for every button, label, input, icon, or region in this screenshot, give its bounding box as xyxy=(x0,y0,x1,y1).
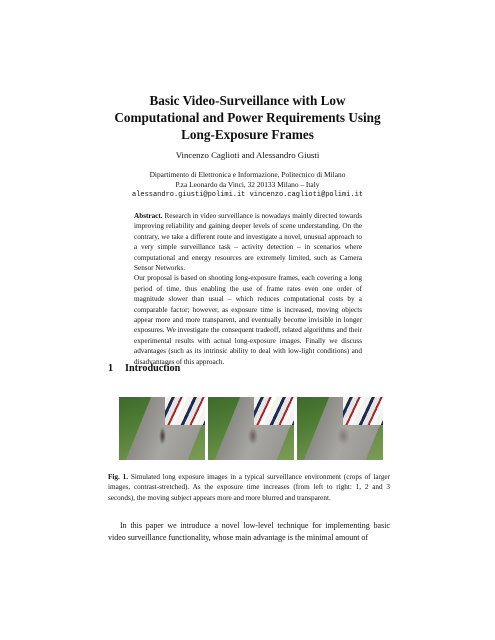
affiliation-emails: alessandro.giusti@polimi.it vincenzo.caglioti@polimi.it xyxy=(131,191,364,199)
abstract xyxy=(134,211,362,367)
body-paragraph xyxy=(108,520,390,543)
body-text: In this paper we introduce a novel low-level technique for implementing basic video surveillance functionality, whose main advantage is the minimal amount of xyxy=(108,521,390,542)
title-line-1: Basic Video-Surveillance with Low xyxy=(149,93,346,108)
figure-label: Fig. 1. xyxy=(108,473,128,481)
paper-title xyxy=(60,92,435,143)
section-heading xyxy=(108,363,180,374)
section-number: 1 xyxy=(108,363,114,374)
abstract-paragraph-2: Our proposal is based on shooting long-exposure frames, each covering a long period of time, thus enabling the use of frame rates even one order of magnitude slower than usual – which reduces computational costs by a comparable factor; however, as exposure time is increased, moving objects appear more and more transparent, and eventually become invisible in longer exposures. We investigate the consequent tradeoff, related algorithms and their experimental results with actual long-exposure images. Finally we discuss advantages (such as its intrinsic ability to deal with low-light conditions) and disadvantages of this approach. xyxy=(134,274,362,366)
authors: Vincenzo Caglioti and Alessandro Giusti xyxy=(175,150,320,160)
section-title: Introduction xyxy=(125,363,181,374)
affiliation-address: P.za Leonardo da Vinci, 32 20133 Milano – Italy xyxy=(175,180,320,189)
exposure-image-2s xyxy=(208,397,294,460)
exposure-image-1s xyxy=(119,397,205,460)
affiliation-department: Dipartimento di Elettronica e Informazione, Politecnico di Milano xyxy=(149,170,346,179)
figure-1-images xyxy=(119,397,383,460)
title-line-3: Long-Exposure Frames xyxy=(181,127,314,142)
title-line-2: Computational and Power Requirements Using xyxy=(114,110,381,125)
abstract-label: Abstract. xyxy=(134,212,163,220)
figure-caption-text: Simulated long exposure images in a typical surveillance environment (crops of larger images, contrast-stretched). As the exposure time increases (from left to right: 1, 2 and 3 seconds), the moving subject appears more and more blurred and transparent. xyxy=(108,473,391,502)
exposure-image-3s xyxy=(297,397,383,460)
abstract-paragraph-1 xyxy=(134,211,362,273)
abstract-text-1: Research in video surveillance is nowadays mainly directed towards improving reliability and gaining deeper levels of scene understanding. On the contrary, we take a different route and investigate a novel, unusual approach to a very simple surveillance task – activity detection – in scenarios where computational and energy resources are extremely limited, such as Camera Sensor Networks. xyxy=(134,212,362,273)
figure-caption xyxy=(108,472,390,503)
affiliation xyxy=(60,170,435,200)
